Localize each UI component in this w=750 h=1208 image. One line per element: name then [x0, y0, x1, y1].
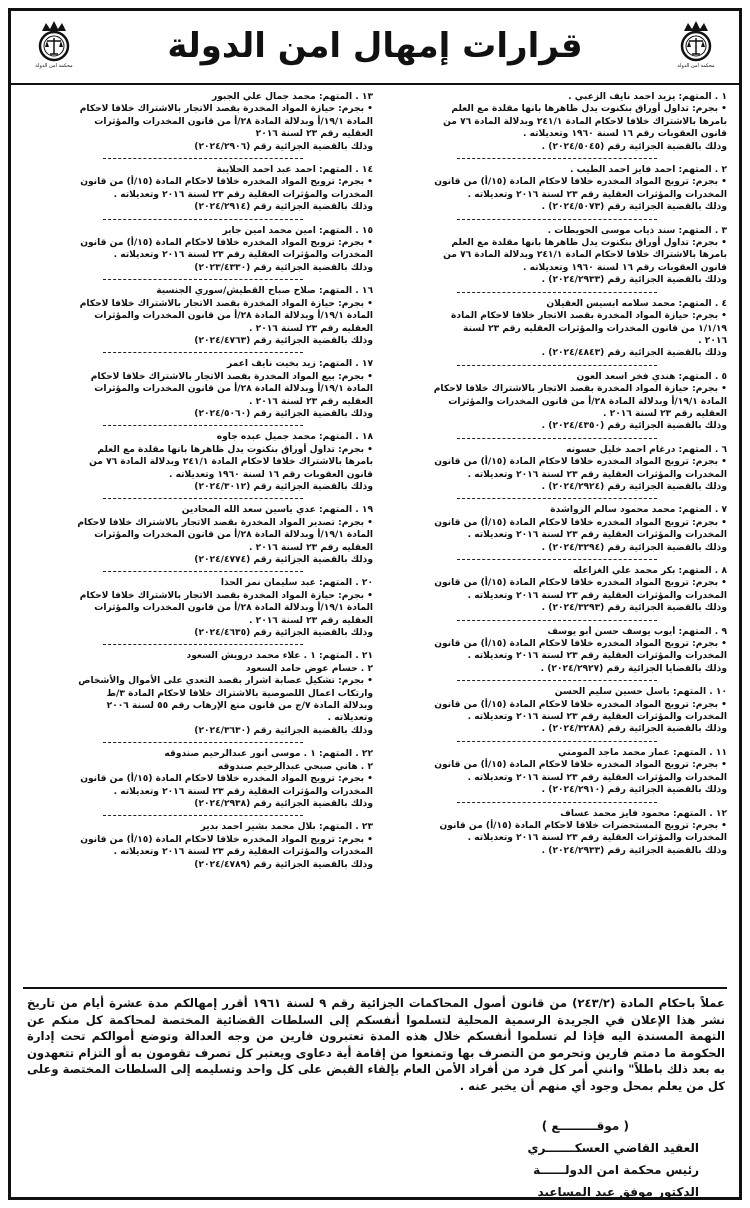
charge-text: • بجرم: ترويج المواد المخدره خلافا لاحكام المادة (١٥/أ) من قانون	[434, 517, 727, 528]
case-reference: وذلك بالقضية الجزائية رقم (٢٠٢٤/٤٧٧٤)	[194, 555, 373, 565]
emblem-caption: محكمة امن الدولة	[35, 63, 73, 69]
charge-text: المادة ١٩/١/أ وبدلالة المادة ٢٨/أ من قانون المخدرات والمؤثرات	[94, 603, 373, 614]
defendant-name: ١٧ . المتهم: زيد بخيت نايف اعمر	[226, 359, 373, 370]
charge-text: قانون العقوبات رقم ١٦ لسنة ١٩٦٠ وتعديلاته .	[523, 129, 727, 140]
dashed-separator	[457, 365, 657, 366]
decision-entry	[387, 747, 727, 797]
dashed-separator	[103, 158, 303, 159]
court-emblem-left	[25, 19, 83, 79]
decision-entry	[387, 298, 727, 360]
defendant-name: ٢١ . المتهم: ١ . علاء محمد درويش السعود	[186, 651, 373, 662]
decision-entry	[33, 358, 373, 420]
case-reference: وذلك بالقضية الجزائية رقم (٢٠٢٤/٢٩٢٤) .	[541, 481, 727, 492]
decision-entry	[33, 285, 373, 347]
decision-entry	[387, 626, 727, 676]
case-reference: وذلك بالقضية الجزائية رقم (٢٠٢٤/٢٩٣٣) .	[541, 845, 727, 856]
defendant-name: ٧ . المتهم: محمد محمود سالم الرواشدة	[550, 505, 727, 516]
charge-text: المخدرات والمؤثرات العقلية رقم ٢٣ لسنة ٢٠١٦ وتعديلاته .	[467, 833, 727, 844]
charge-text: • بجرم: حيازة المواد المخدرة بقصد الاتجار بالاشتراك خلافا لاحكام	[79, 104, 373, 115]
charge-text: وبدلالة المادة ٧/ج من قانون منع الإرهاب رقم ٥٥ لسنة ٢٠٠٦	[106, 701, 373, 712]
signature-block	[439, 1115, 699, 1203]
case-reference: وذلك بالقضية الجزائية رقم (٢٠٢٤/٢٩٣٨)	[194, 798, 373, 809]
defendant-name: ٣ . المتهم: سند ذياب موسى الحويطات .	[547, 225, 727, 236]
case-reference: وذلك بالقضية الجزائية رقم (٢٠٢٤/٣٠١٢)	[194, 481, 373, 492]
charge-text: • بجرم: ترويج المواد المخدره خلافا لاحكام المادة (١٥/أ) من قانون	[80, 774, 373, 785]
decision-entry	[387, 225, 727, 287]
charge-text: • بجرم: حيازة المواد المخدرة بقصد الاتجار بالاشتراك خلافا لاحكام	[79, 590, 373, 601]
defendant-name: ٢٣ . المتهم: بلال محمد بشير احمد بدير	[200, 822, 373, 833]
dashed-separator	[103, 219, 303, 220]
decision-entry	[33, 91, 373, 153]
charge-text: • بجرم: ترويج المواد المخدره خلافا لاحكام المادة (١٥/أ) من قانون	[434, 639, 727, 650]
charge-text: • بجرم: حيازة المواد المخدرة بقصد الاتجار بالاشتراك خلافا لاحكام	[79, 298, 373, 309]
defendant-name: ٦ . المتهم: درغام احمد خليل حسونه	[566, 444, 727, 455]
signatory-name: الدكتور موفق عيد المساعيد	[537, 1185, 699, 1199]
column-left	[33, 91, 373, 871]
charge-text: العقليه رقم ٢٣ لسنة ٢٠١٦	[255, 129, 373, 140]
decision-entry	[387, 686, 727, 736]
defendant-name: ١ . المتهم: يزيد احمد نايف الزعبي .	[568, 92, 727, 102]
charge-text: المخدرات والمؤثرات العقلية رقم ٢٣ لسنة ٢٠١٦ وتعديلاته .	[467, 651, 727, 662]
divider	[23, 987, 727, 989]
legal-notice: عملاً باحكام المادة (٢٤٣/٢) من قانون أصول المحاكمات الجزائية رقم ٩ لسنة ١٩٦١ أقرر إمهالكم مدة عشرة أيام من تاريخ نشر هذا الإعلان في الجريدة الرسمية المحلية لتسلموا أنفسكم إلى السلطات القضائية المختصة لمحاكمة كل منكم عن التهمة المسندة اليه فإذا لم تسلموا أنفسكم خلال هذه المدة تعتبرون فارين من وجه العدالة وتوضع أموالكم تحت إدارة الحكومة ما دمتم فارين وتحرمو من التصرف بها وتمنعوا من إقامة أية دعاوى ويعتبر كل تصرف تقومون به أو التزام تتعهدون به بعد ذلك باطلاً" وانني أمر كل فرد من أفراد الأمن العام بإلقاء القبض على كل واحد وتسليمه إلى السلطات المختصة وعلى كل من يعلم بمحل وجود أي منهم أن يخبر عنه .	[27, 996, 725, 1093]
charge-text: • بجرم: تداول أوراق بنكنوت يدل ظاهرها بانها مقلدة مع العلم	[451, 104, 727, 115]
charge-text: قانون العقوبات رقم ١٦ لسنة ١٩٦٠ وتعديلاته .	[169, 469, 373, 480]
decision-entry	[33, 504, 373, 566]
defendant-name: ٨ . المتهم: بكر محمد علي الغزاعله	[572, 566, 727, 576]
decision-entry	[387, 164, 727, 214]
charge-text: المادة ١٩/١/أ وبدلالة المادة ٢٨/أ من قانون المخدرات والمؤثرات	[94, 384, 373, 395]
charge-text: • بجرم: بيع المواد المخدرة بقصد الاتجار بالاشتراك خلافا لاحكام	[90, 371, 373, 382]
charge-text: • بجرم: ترويج المواد المخدره خلافا لاحكام المادة (١٥/أ) من قانون	[434, 578, 727, 589]
case-reference: وذلك بالقضية الجزائية رقم (٢٠٢٤/٢٩١٠) .	[541, 785, 727, 796]
crown-scales-icon	[34, 19, 74, 63]
decision-entry	[387, 91, 727, 153]
signature-mark: ( موقـــــــــع )	[541, 1119, 629, 1133]
case-reference: وذلك بالقضية الجزائية رقم (٢٠٢٤/٢٩٠٦)	[194, 141, 373, 152]
dashed-separator	[103, 425, 303, 426]
defendant-name: ٤ . المتهم: محمد سلامه ابسيس العقيلان	[546, 298, 727, 309]
charge-text: • بجرم: ترويج المواد المخدره خلافا لاحكام المادة (١٥/أ) من قانون	[80, 238, 373, 249]
charge-text: وتعديلاته .	[327, 713, 373, 724]
charge-text: المخدرات والمؤثرات العقلية رقم ٢٣ لسنة ٢٠١٦ وتعديلاته .	[113, 189, 373, 200]
charge-text: العقليه رقم ٢٣ لسنة ٢٠١٦ .	[249, 615, 373, 626]
dashed-separator	[103, 815, 303, 816]
charge-text: • بجرم: ترويج المستحضرات خلافا لاحكام المادة (١٥/أ) من قانون	[439, 820, 727, 831]
decision-entry	[33, 431, 373, 493]
charge-text: العقليه رقم ٢٣ لسنة ٢٠١٦ .	[249, 323, 373, 334]
defendant-name: ٢ . المتهم: احمد فايز احمد الطيب .	[570, 165, 727, 176]
case-reference: وذلك بالقضية الجزائية رقم (٢٠٢٤/٣٢٨٨) .	[541, 724, 727, 735]
charge-text: • بجرم: ترويج المواد المخدره خلافا لاحكام المادة (١٥/أ) من قانون	[80, 834, 373, 845]
decision-entry	[33, 650, 373, 737]
charge-text: • بجرم: تداول أوراق بنكنوت يدل ظاهرها بانها مقلدة مع العلم	[451, 238, 727, 249]
decision-entry	[33, 577, 373, 639]
case-reference: وذلك بالقضية الجزائية رقم (٢٠٢٤/٤٦٣٥)	[194, 628, 373, 639]
case-reference: وذلك بالقضية الجزائية رقم (٢٠٢٤/٣٦٣٠)	[194, 725, 373, 736]
page-header	[11, 11, 739, 85]
decision-entry	[387, 444, 727, 494]
charge-text: • بجرم: تصدير المواد المخدرة بقصد الاتجار بالاشتراك خلافا لاحكام	[77, 517, 373, 528]
dashed-separator	[103, 571, 303, 572]
defendant-name: ٥ . المتهم: هندي فخر اسعد العون	[576, 371, 727, 382]
charge-text: المخدرات والمؤثرات العقلية رقم ٢٣ لسنة ٢٠١٦ وتعديلاته .	[467, 530, 727, 541]
charge-text: العقليه رقم ٢٣ لسنة ٢٠١٦ .	[603, 408, 727, 419]
defendant-name: ٩ . المتهم: أيوب يوسف حسن أبو يوسف	[547, 626, 727, 637]
dashed-separator	[103, 279, 303, 280]
case-reference: وذلك بالقضية الجزائية رقم (٢٠٢٤/٢٩٣٣) .	[541, 275, 727, 286]
charge-text: المادة ١٩/١/أ وبدلالة المادة ٢٨/أ من قانون المخدرات والمؤثرات	[94, 311, 373, 322]
defendant-name: ١٥ . المتهم: امين محمد امين جابر	[222, 225, 373, 236]
case-reference: وذلك بالقضية الجزائية رقم (٢٠٢٤/٤٧٦٣)	[194, 335, 373, 346]
dashed-separator	[457, 498, 657, 499]
case-reference: وذلك بالقضية الجزائية رقم (٢٠٢٤/٤٣٥٠) .	[541, 421, 727, 432]
dashed-separator	[457, 620, 657, 621]
charge-text: المخدرات والمؤثرات العقلية رقم ٢٣ لسنة ٢٠١٦ وتعديلاته .	[467, 469, 727, 480]
dashed-separator	[103, 644, 303, 645]
defendant-name: ١٩ . المتهم: عدي ياسين سعد الله المحادين	[181, 505, 373, 516]
defendant-name: ١٣ . المتهم: محمد جمال علي الجبور	[211, 92, 373, 102]
case-reference: وذلك بالقضايا الجزائية رقم (٢٠٢٤/٢٩٢٧) .	[540, 663, 727, 674]
charge-text: المخدرات والمؤثرات العقلية رقم ٢٣ لسنة ٢٠١٦ وتعديلاته .	[467, 590, 727, 601]
decision-entry	[33, 821, 373, 871]
dashed-separator	[103, 352, 303, 353]
charge-text: المخدرات والمؤثرات العقلية رقم ٢٣ لسنة ٢٠١٦ وتعديلاته .	[113, 250, 373, 261]
defendant-name: ١٦ . المتهم: صلاح صباح القطيش/سوري الجنسية	[156, 286, 373, 297]
dashed-separator	[457, 559, 657, 560]
case-reference: وذلك بالقضية الجزائية رقم (٢٠٢٤/٥٠٦٠)	[194, 408, 373, 419]
signatory-role: رئيس محكمة امن الدولــــــة	[533, 1163, 699, 1177]
defendant-name: ١٤ . المتهم: احمد عبد احمد الحلايبة	[216, 165, 373, 176]
case-reference: وذلك بالقضية الجزائية رقم (٢٠٢٤/٣٢٩٤) .	[541, 542, 727, 553]
charge-text: • بجرم: ترويج المواد المخدره خلافا لاحكام المادة (١٥/أ) من قانون	[434, 760, 727, 771]
charge-text: وارتكاب اعمال اللصوصية بالاشتراك خلافا لاحكام المادة ٣/ط	[106, 688, 373, 699]
charge-text: • بجرم: تشكيل عصابة اشرار بقصد التعدي على الأموال والأشخاص	[78, 676, 373, 687]
column-right	[387, 91, 727, 857]
charge-text: بامرها بالاشتراك خلافا لاحكام المادة ٢٤١/١ وبدلالة المادة ٧٦ من	[443, 116, 727, 127]
charge-text: المخدرات والمؤثرات العقلية رقم ٢٣ لسنة ٢٠١٦ وتعديلاته .	[113, 847, 373, 858]
dashed-separator	[457, 741, 657, 742]
decision-entry	[33, 225, 373, 275]
signatory-rank: العقيد القاضي العسكـــــــري	[527, 1141, 699, 1155]
dashed-separator	[457, 158, 657, 159]
charge-text: • بجرم: ترويج المواد المخدره خلافا لاحكام المادة (١٥/أ) من قانون	[434, 699, 727, 710]
decision-entry	[387, 371, 727, 433]
defendant-name: ١٨ . المتهم: محمد جميل عبده جاوه	[216, 432, 373, 443]
charge-text: المادة ١٩/١/أ وبدلالة المادة ٢٨/أ من قانون المخدرات والمؤثرات	[448, 396, 727, 407]
charge-text: ٢ . هاني صبحي عبدالرحيم صندوقه	[217, 761, 373, 772]
entries-columns	[11, 85, 739, 985]
charge-text: ١/١/١٩ من قانون المخدرات والمؤثرات العقليه رقم ٢٣ لسنة	[463, 323, 727, 334]
charge-text: • بجرم: حيازة المواد المخدرة بقصد الاتجار بالاشتراك خلافا لاحكام	[433, 384, 727, 395]
defendant-name: ٢٢ . المتهم: ١ . موسى أنور عبدالرحيم صندوقه	[164, 749, 373, 760]
decision-entry	[33, 164, 373, 214]
page-title: قرارات إمهال امن الدولة	[167, 26, 583, 66]
decision-entry	[387, 565, 727, 615]
dashed-separator	[457, 802, 657, 803]
defendant-name: ١١ . المتهم: عمار محمد ماجد المومني	[558, 747, 727, 758]
case-reference: وذلك بالقضية الجزائية رقم (٢٠٢٤/٣٢٩٣) .	[541, 603, 727, 614]
charge-text: • بجرم: ترويج المواد المخدره خلافا لاحكام المادة (١٥/أ) من قانون	[80, 177, 373, 188]
dashed-separator	[457, 219, 657, 220]
charge-text: • بجرم: ترويج المواد المخدره خلافا لاحكام المادة (١٥/أ) من قانون	[434, 177, 727, 188]
charge-text: المخدرات والمؤثرات العقلية رقم ٢٣ لسنة ٢٠١٦ وتعديلاته .	[467, 189, 727, 200]
dashed-separator	[457, 438, 657, 439]
case-reference: وذلك بالقضية الجزائية رقم (٢٠٢٤/٤٧٨٩)	[194, 859, 373, 870]
defendant-name: ١٢ . المتهم: محمود فايز محمد عساف	[560, 808, 727, 819]
emblem-caption: محكمة امن الدولة	[677, 63, 715, 69]
case-reference: وذلك بالقضية الجزائية رقم (٢٠٢٤/٤٨٤٣) .	[541, 348, 727, 359]
dashed-separator	[457, 292, 657, 293]
charge-text: • بجرم: حيازة المواد المخدرة بقصد الاتجار خلافا لاحكام المادة	[451, 311, 727, 322]
dashed-separator	[103, 742, 303, 743]
charge-text: المخدرات والمؤثرات العقلية رقم ٢٣ لسنة ٢٠١٦ وتعديلاته .	[467, 712, 727, 723]
case-reference: وذلك بالقضية الجزائية رقم (٢٠٢٤/٥٠٧٣) .	[541, 202, 727, 213]
charge-text: المخدرات والمؤثرات العقلية رقم ٢٣ لسنة ٢٠١٦ وتعديلاته .	[113, 786, 373, 797]
dashed-separator	[457, 680, 657, 681]
newspaper-page	[8, 8, 742, 1200]
charge-text: ٢٠١٦ .	[698, 335, 727, 346]
charge-text: • بجرم: تداول أوراق بنكنوت يدل ظاهرها بانها مقلدة مع العلم	[97, 444, 373, 455]
decision-entry	[387, 808, 727, 858]
charge-text: المادة ١٩/١/أ وبدلالة المادة ٢٨/أ من قانون المخدرات والمؤثرات	[94, 116, 373, 127]
case-reference: وذلك بالقضية الجزائية رقم (٢٠٢٤/٥٠٤٥) .	[541, 141, 727, 152]
charge-text: المخدرات والمؤثرات العقلية رقم ٢٣ لسنة ٢٠١٦ وتعديلاته .	[467, 772, 727, 783]
charge-text: العقليه رقم ٢٣ لسنة ٢٠١٦ .	[249, 542, 373, 553]
charge-text: ٢ . حسام عوض حامد السعود	[245, 663, 373, 674]
charge-text: بامرها بالاشتراك خلافا لاحكام المادة ٢٤١/١ وبدلالة المادة ٧٦ من	[443, 250, 727, 261]
decision-entry	[33, 748, 373, 810]
charge-text: • بجرم: ترويج المواد المخدره خلافا لاحكام المادة (١٥/أ) من قانون	[434, 457, 727, 468]
decision-entry	[387, 504, 727, 554]
charge-text: المادة ١٩/١/أ وبدلالة المادة ٢٨/أ من قانون المخدرات والمؤثرات	[94, 530, 373, 541]
case-reference: وذلك بالقضية الجزائية رقم (٢٠٢٤/٢٩١٤)	[194, 202, 373, 213]
defendant-name: ١٠ . المتهم: باسل حسين سليم الحسن	[554, 687, 727, 698]
case-reference: وذلك بالقضية الجزائية رقم (٢٠٢٣/٤٣٣٠)	[194, 262, 373, 273]
charge-text: العقليه رقم ٢٣ لسنة ٢٠١٦ .	[249, 396, 373, 407]
charge-text: بامرها بالاشتراك خلافا لاحكام المادة ٢٤١/١ وبدلالة المادة ٧٦ من	[89, 457, 373, 468]
charge-text: قانون العقوبات رقم ١٦ لسنة ١٩٦٠ وتعديلاته .	[523, 262, 727, 273]
dashed-separator	[103, 498, 303, 499]
defendant-name: ٢٠ . المتهم: عبد سليمان نمر الحذا	[220, 578, 373, 589]
